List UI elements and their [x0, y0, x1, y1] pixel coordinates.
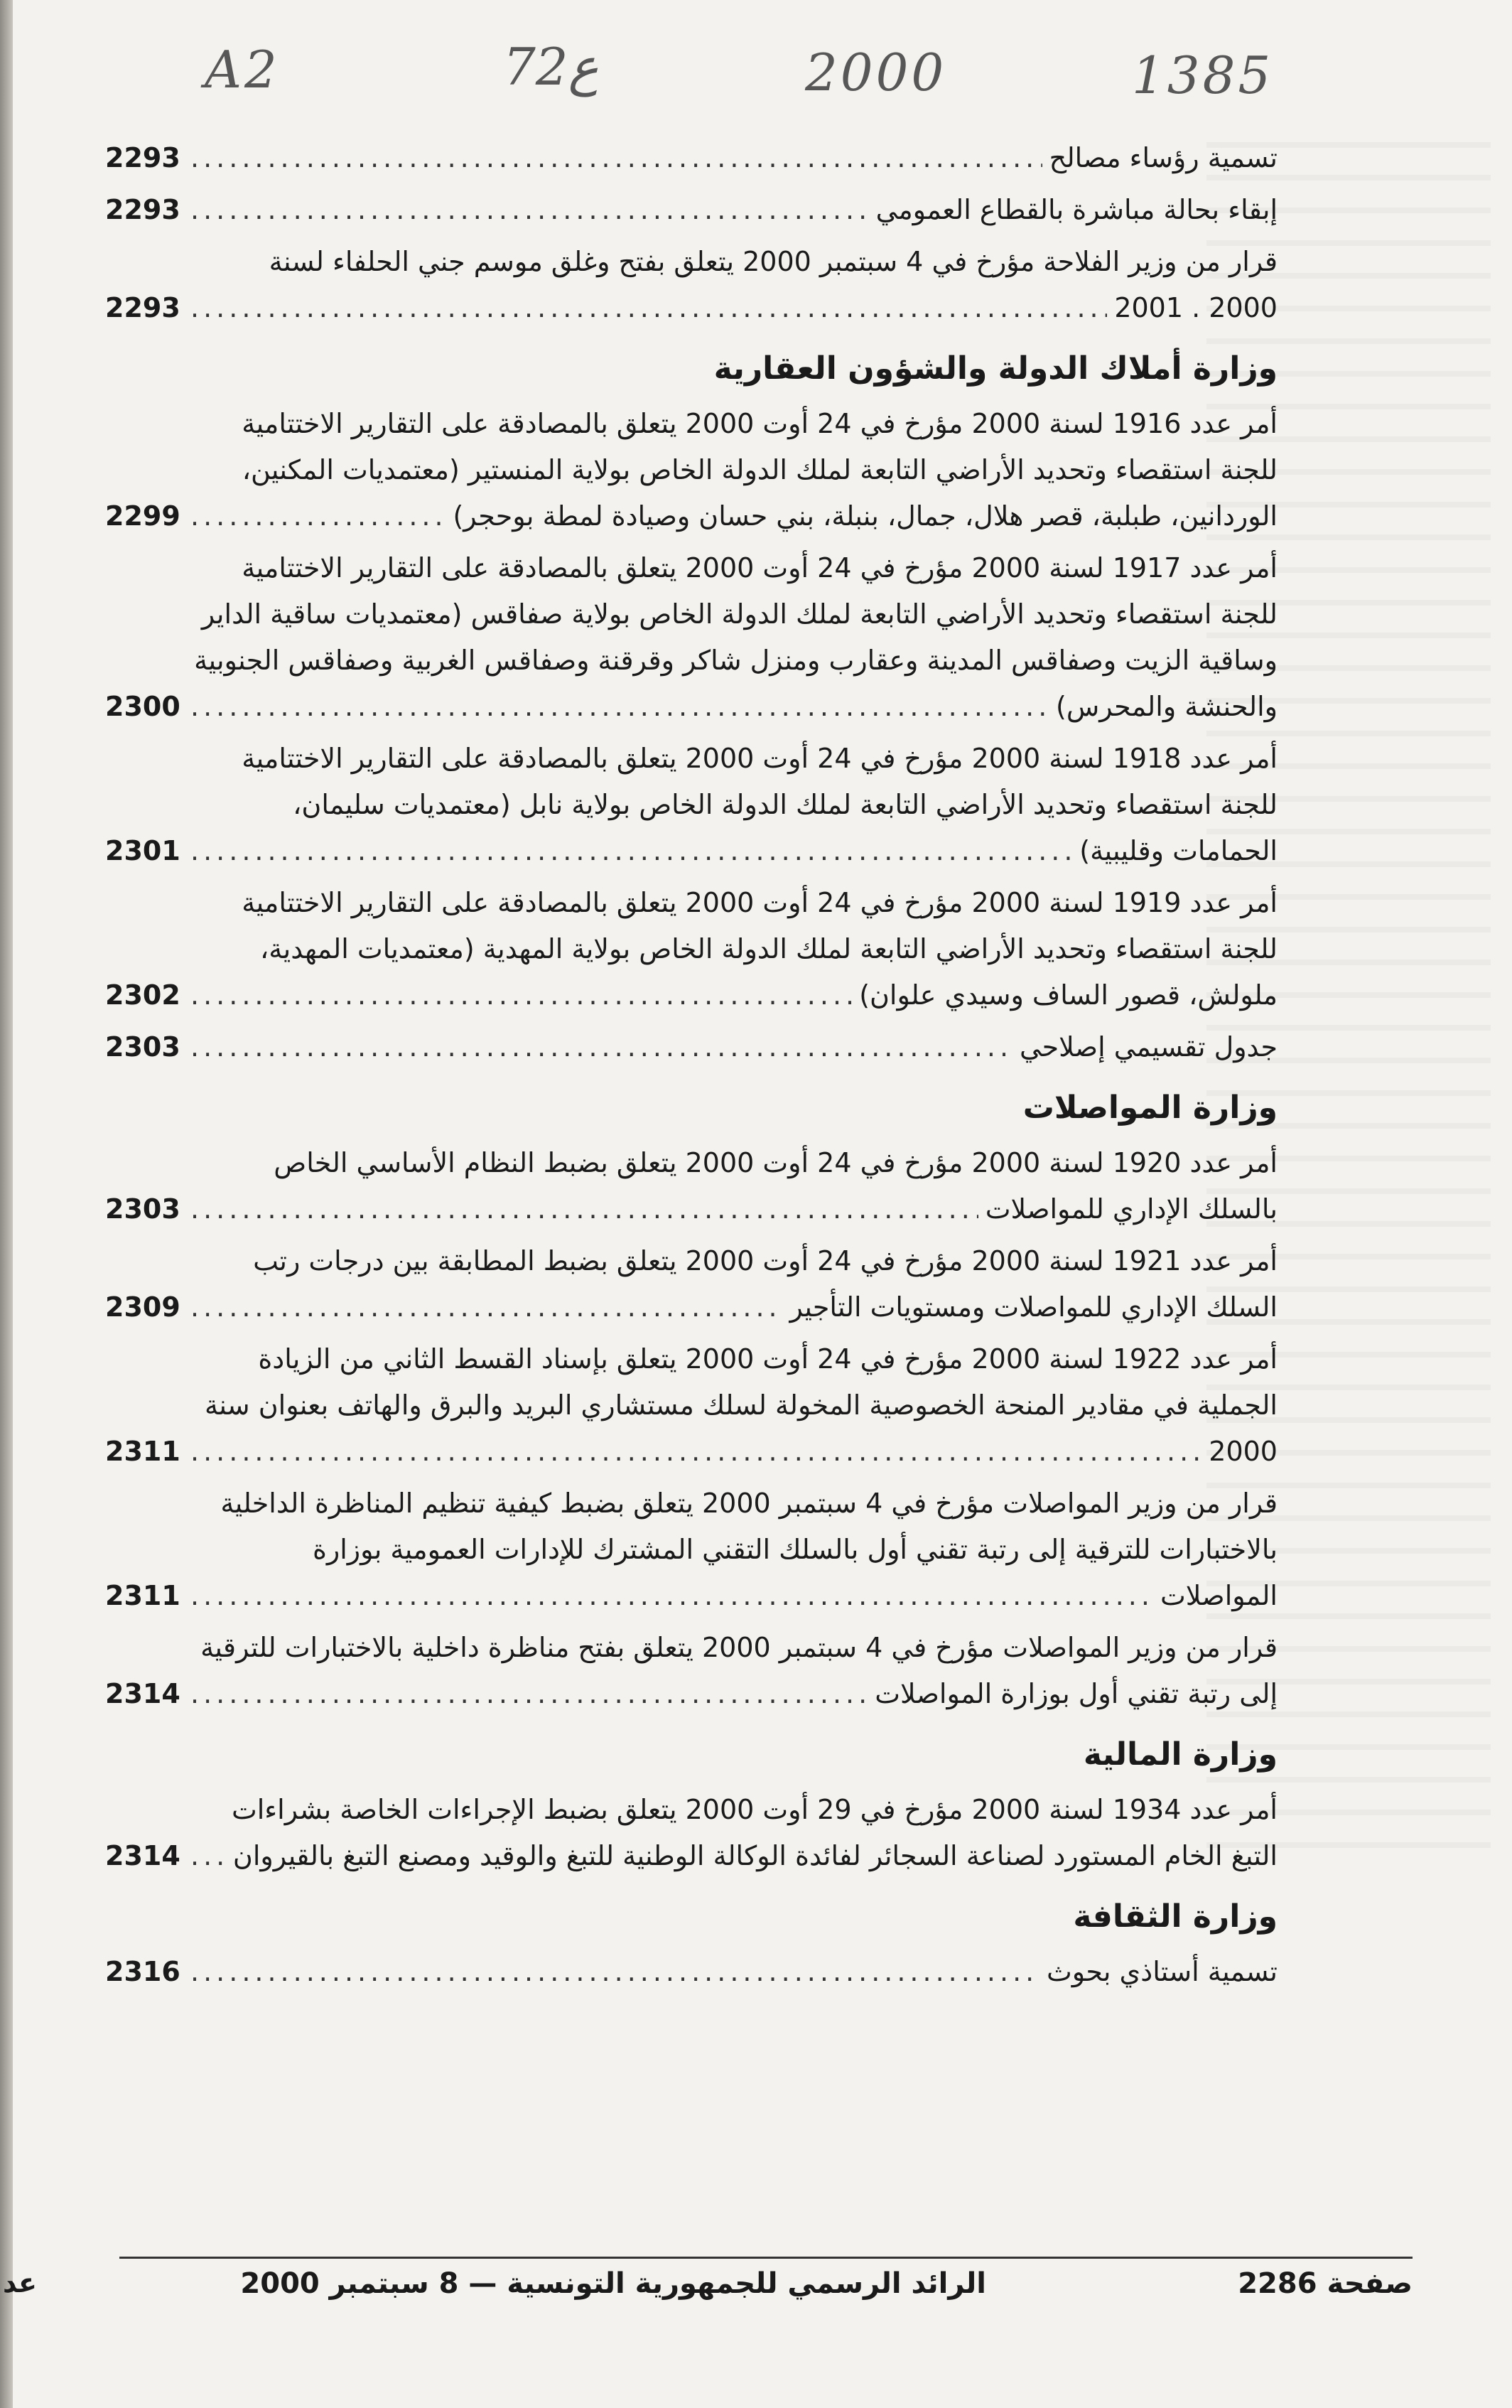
toc-entry: [105, 1238, 1278, 1331]
entry-last-line: [105, 1429, 1278, 1475]
dot-leader: [190, 1429, 1202, 1475]
handwritten-mark: 2000: [805, 43, 947, 102]
toc-entry: [105, 736, 1278, 874]
entry-text-line: والحنشة والمحرس): [1056, 691, 1278, 722]
page-reference: 2303: [105, 1193, 180, 1225]
dot-leader: [190, 1573, 1153, 1619]
entry-last-line: [105, 1573, 1278, 1619]
handwritten-mark: 1385: [1132, 45, 1274, 105]
entry-text-line: قرار من وزير المواصلات مؤرخ في 4 سبتمبر 2000 يتعلق بفتح مناظرة داخلية بالاختبارات للترقية: [200, 1632, 1278, 1663]
page-reference: 2311: [105, 1436, 180, 1467]
dot-leader: [190, 1186, 978, 1232]
entry-text-line: إلى رتبة تقني أول بوزارة المواصلات: [875, 1678, 1278, 1709]
page-reference: 2316: [105, 1956, 180, 1987]
entry-last-line: [105, 972, 1278, 1018]
entry-text-line: المواصلات: [1160, 1580, 1278, 1611]
page-number: صفحة 2286: [1238, 2267, 1413, 2300]
entry-text-line: الوردانين، طبلبة، قصر هلال، جمال، بنبلة، بني حسان وصيادة لمطة بوحجر): [453, 500, 1278, 532]
dot-leader: [190, 684, 1049, 730]
entry-text-line: قرار من وزير المواصلات مؤرخ في 4 سبتمبر 2000 يتعلق بضبط كيفية تنظيم المناظرة الداخلية: [220, 1488, 1278, 1519]
table-of-contents: [105, 135, 1278, 2001]
entry-text-line: أمر عدد 1918 لسنة 2000 مؤرخ في 24 أوت 2000 يتعلق بالمصادقة على التقارير الاختتامية: [242, 743, 1278, 774]
dot-leader: [190, 493, 446, 539]
entry-last-line: [105, 828, 1278, 874]
entry-last-line: [105, 1833, 1278, 1879]
entry-text-line: للجنة استقصاء وتحديد الأراضي التابعة لملك الدولة الخاص بولاية المنستير (معتمديات المكنين،: [242, 454, 1278, 485]
toc-entry: [105, 1949, 1278, 1995]
entry-last-line: [105, 285, 1278, 331]
entry-text-line: أمر عدد 1922 لسنة 2000 مؤرخ في 24 أوت 2000 يتعلق بإسناد القسط الثاني من الزيادة: [258, 1343, 1278, 1375]
toc-entry: [105, 1140, 1278, 1232]
entry-text-line: 2000 . 2001: [1114, 292, 1278, 323]
entry-text-line: أمر عدد 1920 لسنة 2000 مؤرخ في 24 أوت 2000 يتعلق بضبط النظام الأساسي الخاص: [274, 1147, 1278, 1178]
entry-text-line: الحمامات وقليبية): [1079, 835, 1278, 866]
toc-entry: [105, 1024, 1278, 1070]
entry-text-line: تسمية أستاذي بحوث: [1046, 1956, 1278, 1987]
page-reference: 2301: [105, 835, 180, 866]
entry-last-line: [105, 1284, 1278, 1331]
entry-text-line: السلك الإداري للمواصلات ومستويات التأجير: [789, 1291, 1278, 1323]
page-reference: 2299: [105, 500, 180, 532]
page-reference: 2311: [105, 1580, 180, 1611]
entry-last-line: [105, 684, 1278, 730]
footer-rule: [119, 2257, 1413, 2259]
entry-text-line: وساقية الزيت وصفاقس المدينة وعقارب ومنزل شاكر وقرقنة وصفاقس الغربية وصفاقس الجنوبية: [194, 645, 1278, 676]
handwritten-mark: 72ع: [503, 37, 599, 97]
dot-leader: [190, 1024, 1012, 1070]
toc-entry: [105, 880, 1278, 1018]
entry-text-line: أمر عدد 1916 لسنة 2000 مؤرخ في 24 أوت 2000 يتعلق بالمصادقة على التقارير الاختتامية: [242, 408, 1278, 439]
entry-text-line: أمر عدد 1921 لسنة 2000 مؤرخ في 24 أوت 2000 يتعلق بضبط المطابقة بين درجات رتب: [253, 1245, 1278, 1276]
entry-last-line: [105, 493, 1278, 539]
page-reference: 2314: [105, 1678, 180, 1709]
entry-text-line: إبقاء بحالة مباشرة بالقطاع العمومي: [875, 194, 1278, 225]
toc-entry: [105, 135, 1278, 181]
toc-entry: [105, 187, 1278, 233]
document-page: [13, 0, 1512, 2408]
entry-last-line: [105, 1671, 1278, 1717]
entry-text-line: للجنة استقصاء وتحديد الأراضي التابعة لملك الدولة الخاص بولاية نابل (معتمديات سليمان،: [293, 789, 1278, 820]
journal-title: الرائد الرسمي للجمهورية التونسية — 8 سبتمبر 2000: [240, 2267, 986, 2300]
toc-entry: [105, 239, 1278, 331]
entry-last-line: [105, 187, 1278, 233]
entry-last-line: [105, 135, 1278, 181]
entry-text-line: ملولش، قصور الساف وسيدي علوان): [859, 979, 1278, 1011]
entry-text-line: قرار من وزير الفلاحة مؤرخ في 4 سبتمبر 2000 يتعلق بفتح وغلق موسم جني الحلفاء لسنة: [269, 246, 1278, 277]
ministry-heading: وزارة الثقافة: [1073, 1898, 1278, 1935]
ministry-heading: وزارة المواصلات: [1022, 1090, 1278, 1126]
page-reference: 2293: [105, 142, 180, 173]
entry-text-line: بالسلك الإداري للمواصلات: [985, 1193, 1278, 1225]
dot-leader: [190, 1949, 1040, 1995]
entry-text-line: أمر عدد 1934 لسنة 2000 مؤرخ في 29 أوت 2000 يتعلق بضبط الإجراءات الخاصة بشراءات: [231, 1794, 1278, 1825]
toc-entry: [105, 401, 1278, 539]
page-reference: 2302: [105, 979, 180, 1011]
entry-last-line: [105, 1186, 1278, 1232]
dot-leader: [190, 1284, 782, 1331]
entry-text-line: التبغ الخام المستورد لصناعة السجائر لفائدة الوكالة الوطنية للتبغ والوقيد ومصنع التبغ بالقيروان: [232, 1840, 1278, 1871]
toc-entry: [105, 1625, 1278, 1717]
handwritten-annotations: [13, 27, 1512, 112]
dot-leader: [190, 1671, 868, 1717]
dot-leader: [190, 972, 852, 1018]
dot-leader: [190, 187, 869, 233]
page-reference: 2293: [105, 194, 180, 225]
page-reference: 2293: [105, 292, 180, 323]
dot-leader: [190, 828, 1072, 874]
dot-leader: [190, 285, 1107, 331]
entry-text-line: بالاختبارات للترقية إلى رتبة تقني أول بالسلك التقني المشترك للإدارات العمومية بوزارة: [312, 1534, 1278, 1565]
entry-text-line: للجنة استقصاء وتحديد الأراضي التابعة لملك الدولة الخاص بولاية المهدية (معتمديات المهدية،: [259, 933, 1278, 964]
entry-text-line: تسمية رؤساء مصالح: [1049, 142, 1278, 173]
handwritten-mark: A2: [205, 40, 280, 100]
entry-text-line: الجملية في مقادير المنحة الخصوصية المخولة لسلك مستشاري البريد والبرق والهاتف بعنوان سنة: [204, 1390, 1278, 1421]
entry-text-line: للجنة استقصاء وتحديد الأراضي التابعة لملك الدولة الخاص بولاية صفاقس (معتمديات ساقية الداير: [201, 598, 1278, 630]
page-reference: 2300: [105, 691, 180, 722]
entry-text-line: أمر عدد 1917 لسنة 2000 مؤرخ في 24 أوت 2000 يتعلق بالمصادقة على التقارير الاختتامية: [242, 552, 1278, 584]
entry-text-line: جدول تقسيمي إصلاحي: [1019, 1031, 1278, 1063]
toc-entry: [105, 1480, 1278, 1619]
entry-last-line: [105, 1024, 1278, 1070]
dot-leader: [190, 135, 1042, 181]
toc-entry: [105, 545, 1278, 730]
entry-text-line: أمر عدد 1919 لسنة 2000 مؤرخ في 24 أوت 2000 يتعلق بالمصادقة على التقارير الاختتامية: [242, 887, 1278, 918]
ministry-heading: وزارة أملاك الدولة والشؤون العقارية: [713, 350, 1278, 387]
page-reference: 2303: [105, 1031, 180, 1063]
toc-entry: [105, 1336, 1278, 1475]
toc-entry: [105, 1787, 1278, 1879]
page-reference: 2314: [105, 1840, 180, 1871]
entry-last-line: [105, 1949, 1278, 1995]
page-reference: 2309: [105, 1291, 180, 1323]
edge-fragment: عد: [3, 2267, 37, 2299]
ministry-heading: وزارة المالية: [1083, 1736, 1278, 1773]
page-footer: [119, 2267, 1413, 2310]
entry-text-line: 2000: [1209, 1436, 1278, 1467]
dot-leader: [190, 1833, 226, 1879]
